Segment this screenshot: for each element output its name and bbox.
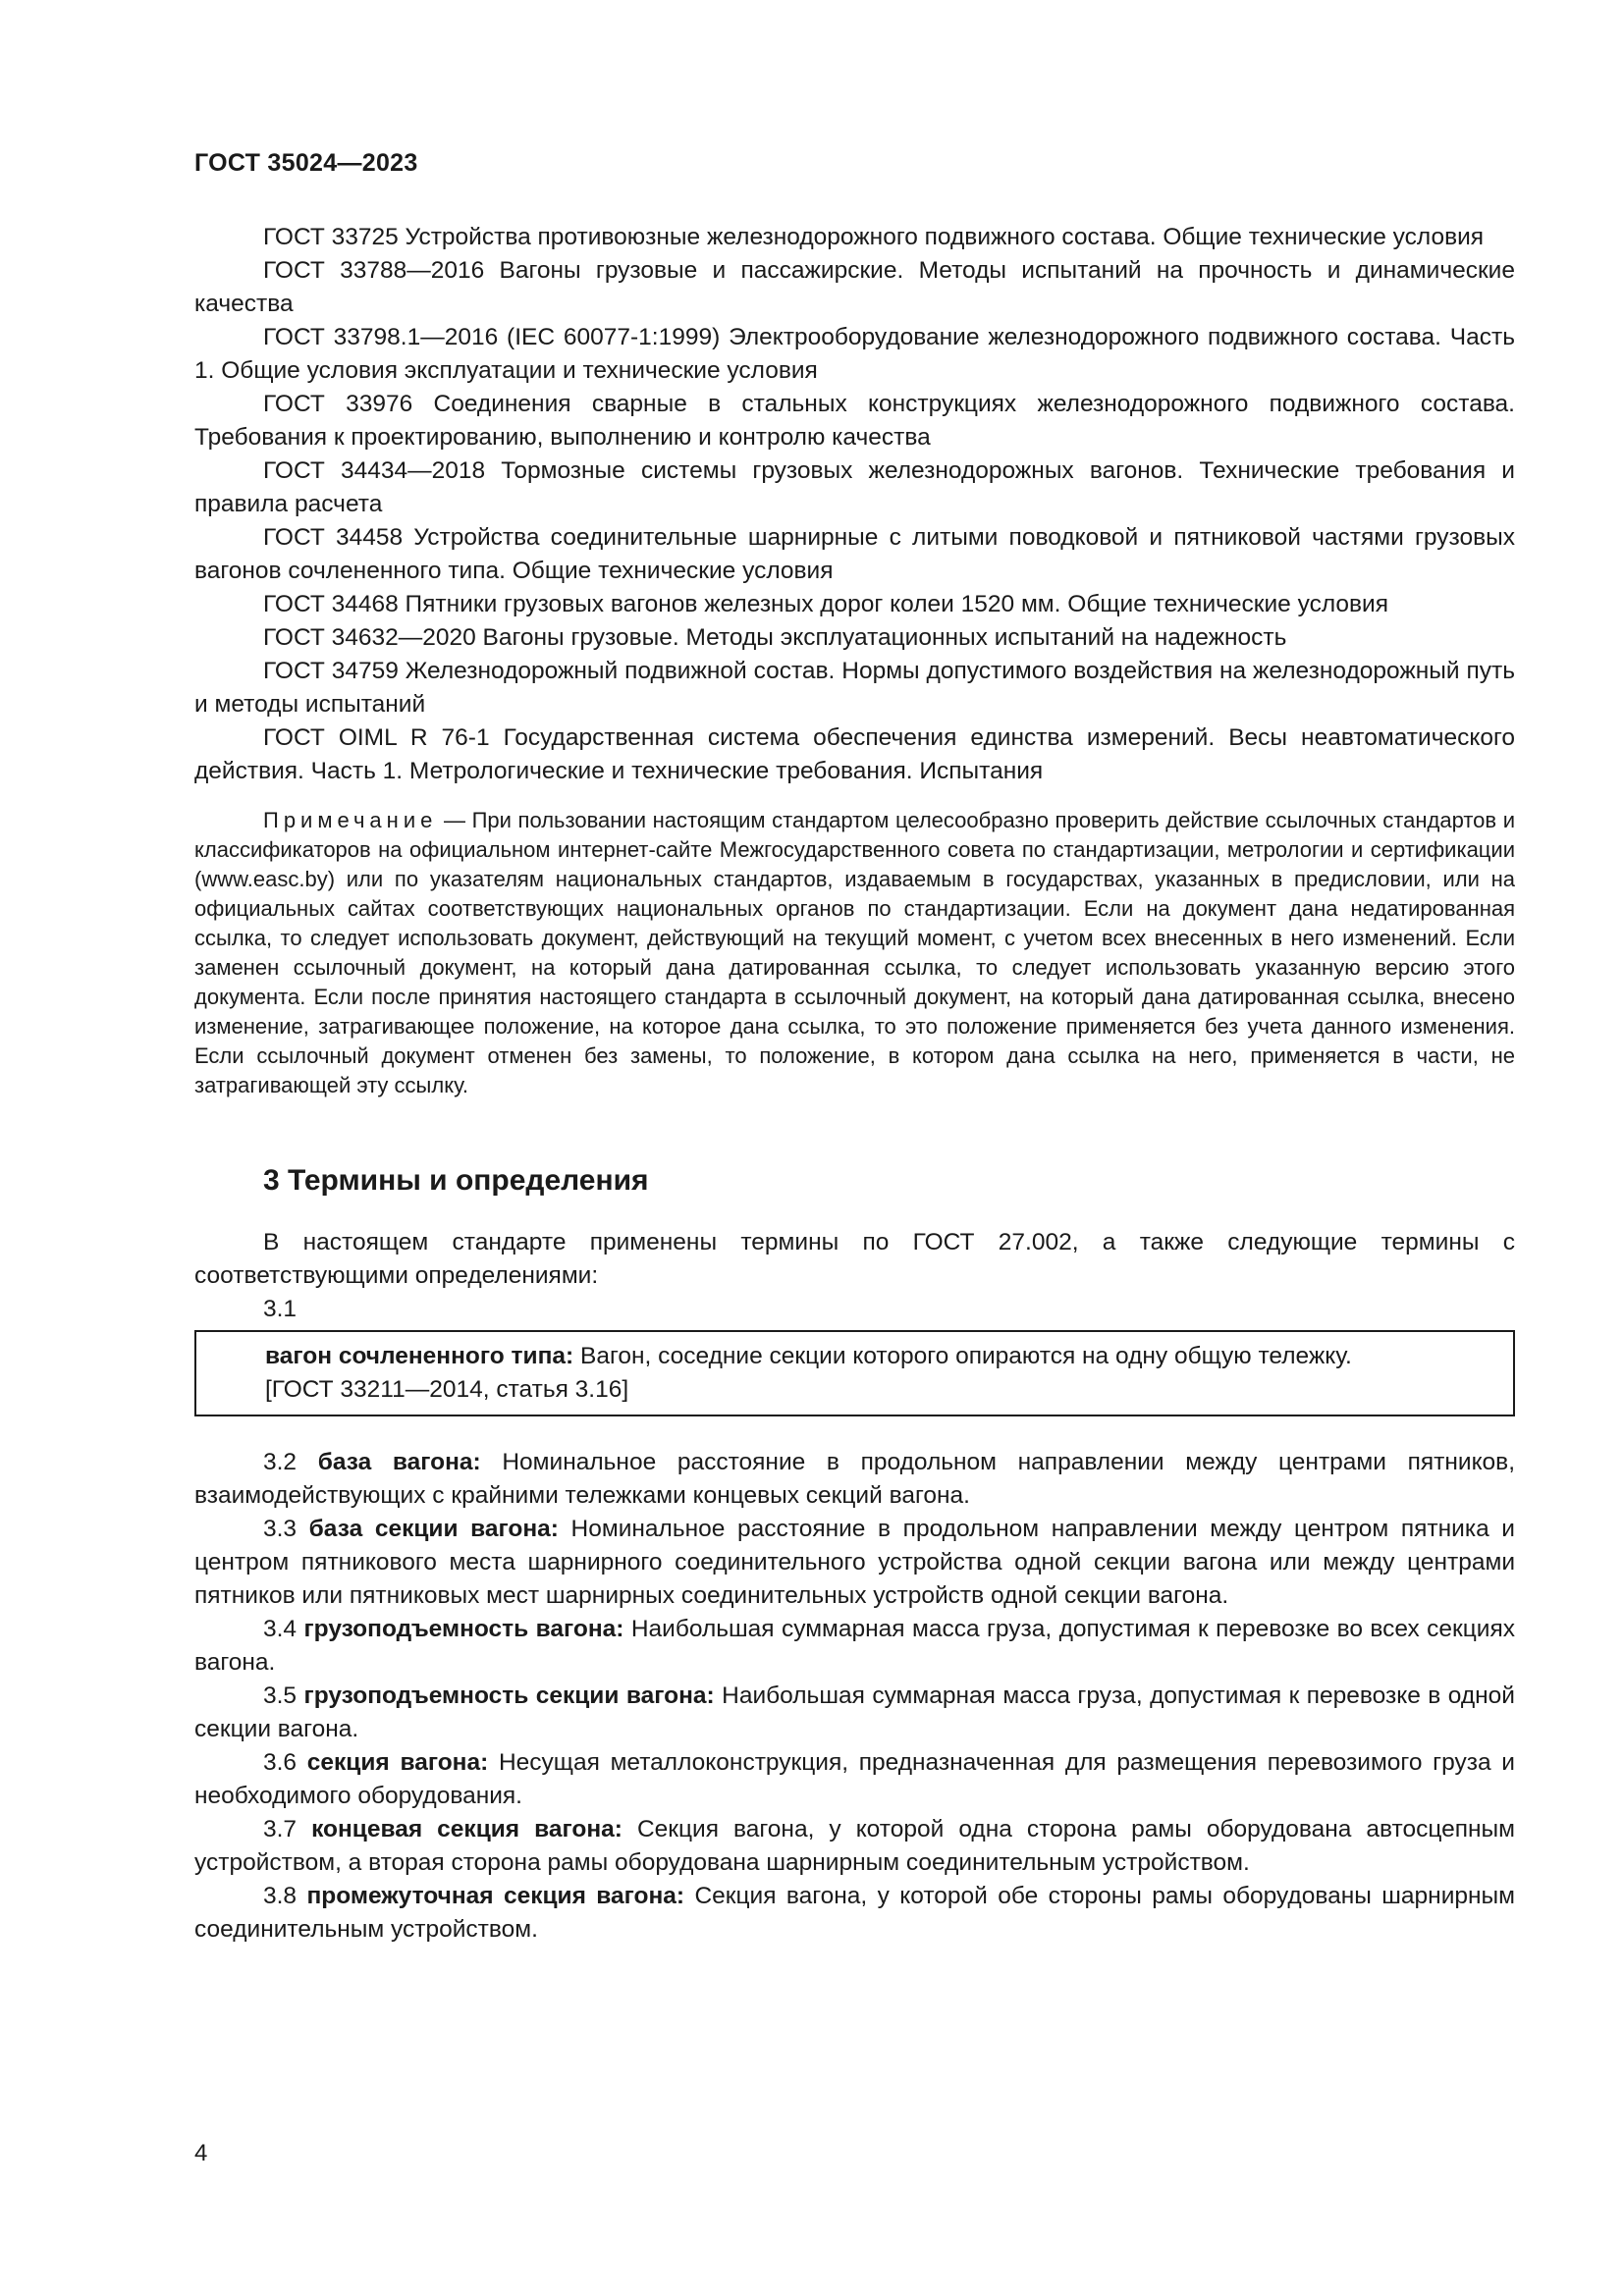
reference-item: ГОСТ 33976 Соединения сварные в стальных конструкциях железнодорожного подвижного состава. Требования к проектированию, выполнению и контролю качества: [194, 391, 1515, 451]
term-number: 3.8: [263, 1883, 307, 1909]
document-header: ГОСТ 35024—2023: [194, 149, 418, 177]
term-name: грузоподъемность секции вагона:: [303, 1682, 715, 1709]
term-definition: Несущая металлоконструкция, предназначенная для размещения перевозимого груза и необходимого оборудования.: [194, 1749, 1515, 1809]
section-heading: 3 Термины и определения: [263, 1164, 649, 1197]
note-label: Примечание: [263, 808, 438, 832]
term-number: 3.2: [263, 1449, 318, 1475]
definition-item: [194, 1680, 1515, 1746]
reference-item: ГОСТ 33725 Устройства противоюзные железнодорожного подвижного состава. Общие технические условия: [263, 224, 1485, 250]
term-number: 3.4: [263, 1616, 304, 1642]
reference-item: ГОСТ 33788—2016 Вагоны грузовые и пассажирские. Методы испытаний на прочность и динамические качества: [194, 257, 1515, 317]
term-definition: Наибольшая суммарная масса груза, допустимая к перевозке во всех секциях вагона.: [194, 1616, 1515, 1676]
definition-item: [194, 1880, 1515, 1947]
term-name: секция вагона:: [306, 1749, 489, 1776]
reference-item: ГОСТ 34632—2020 Вагоны грузовые. Методы эксплуатационных испытаний на надежность: [263, 624, 1287, 651]
term-name: промежуточная секция вагона:: [306, 1883, 685, 1909]
term-name: база секции вагона:: [308, 1516, 559, 1542]
section-intro: В настоящем стандарте применены термины по ГОСТ 27.002, а также следующие термины с соответствующими определениями:: [194, 1229, 1515, 1289]
reference-item: ГОСТ 34759 Железнодорожный подвижной состав. Нормы допустимого воздействия на железнодорожный путь и методы испытаний: [194, 658, 1515, 718]
note-paragraph: [194, 806, 1515, 1100]
definitions-list: [194, 1446, 1515, 1947]
term-number: 3.3: [263, 1516, 309, 1542]
note-text: — При пользовании настоящим стандартом целесообразно проверить действие ссылочных стандартов и классификаторов на официальном интернет-сайте Межгосударственного совета по стандартизации, метрологии и сертификации (www.easc.by) или по указателям национальных стандартов, издаваемым в государствах, указанных в предисловии, или на официальных сайтах соответствующих национальных органов по стандартизации. Если на документ дана недатированная ссылка, то следует использовать документ, действующий на текущий момент, с учетом всех внесенных в него изменений. Если заменен ссылочный документ, на который дана датированная ссылка, то следует использовать указанную версию этого документа. Если после принятия настоящего стандарта в ссылочный документ, на который дана датированная ссылка, внесено изменение, затрагивающее положение, на которое дана ссылка, то это положение применяется без учета данного изменения. Если ссылочный документ отменен без замены, то положение, в котором дана ссылка на него, применяется в части, не затрагивающей эту ссылку.: [194, 808, 1515, 1097]
definition-item: [194, 1746, 1515, 1813]
term-definition: Номинальное расстояние в продольном направлении между центром пятника и центром пятникового места шарнирного соединительного устройства одной секции вагона или между центрами пятников или пятниковых мест шарнирных соединительных устройств одной секции вагона.: [194, 1516, 1515, 1609]
term-number: 3.1: [263, 1296, 298, 1322]
definition-item: [194, 1446, 1515, 1513]
references-list: [194, 221, 1515, 788]
page-number: 4: [194, 2140, 208, 2166]
term-number: 3.5: [263, 1682, 304, 1709]
term-name: вагон сочлененного типа:: [265, 1343, 574, 1369]
page-content: [194, 221, 1515, 1947]
reference-item: ГОСТ 33798.1—2016 (IEC 60077-1:1999) Электрооборудование железнодорожного подвижного состава. Часть 1. Общие условия эксплуатации и технические условия: [194, 324, 1515, 384]
reference-item: ГОСТ 34434—2018 Тормозные системы грузовых железнодорожных вагонов. Технические требования и правила расчета: [194, 457, 1515, 517]
term-definition: Секция вагона, у которой одна сторона рамы оборудована автосцепным устройством, а вторая сторона рамы оборудована шарнирным соединительным устройством.: [194, 1816, 1515, 1876]
boxed-term-line: [265, 1340, 1499, 1373]
definition-item: [194, 1613, 1515, 1680]
definition-item: [194, 1513, 1515, 1613]
term-source: [ГОСТ 33211—2014, статья 3.16]: [265, 1376, 629, 1403]
term-definition: Вагон, соседние секции которого опираются на одну общую тележку.: [573, 1343, 1352, 1369]
term-definition: Номинальное расстояние в продольном направлении между центрами пятников, взаимодействующих с крайними тележками концевых секций вагона.: [194, 1449, 1516, 1509]
term-name: база вагона:: [317, 1449, 481, 1475]
term-number: 3.6: [263, 1749, 307, 1776]
reference-item: ГОСТ 34458 Устройства соединительные шарнирные с литыми поводковой и пятниковой частями грузовых вагонов сочлененного типа. Общие технические условия: [194, 524, 1515, 584]
definition-item: [194, 1813, 1515, 1880]
term-name: концевая секция вагона:: [311, 1816, 623, 1842]
term-number: 3.7: [263, 1816, 312, 1842]
term-definition: Наибольшая суммарная масса груза, допустимая к перевозке в одной секции вагона.: [194, 1682, 1515, 1742]
boxed-term-definition: [194, 1330, 1515, 1416]
term-name: грузоподъемность вагона:: [303, 1616, 624, 1642]
term-definition: Секция вагона, у которой обе стороны рамы оборудованы шарнирным соединительным устройством.: [194, 1883, 1515, 1943]
reference-item: ГОСТ OIML R 76-1 Государственная система обеспечения единства измерений. Весы неавтоматического действия. Часть 1. Метрологические и технические требования. Испытания: [194, 724, 1515, 784]
reference-item: ГОСТ 34468 Пятники грузовых вагонов железных дорог колеи 1520 мм. Общие технические условия: [263, 591, 1388, 617]
